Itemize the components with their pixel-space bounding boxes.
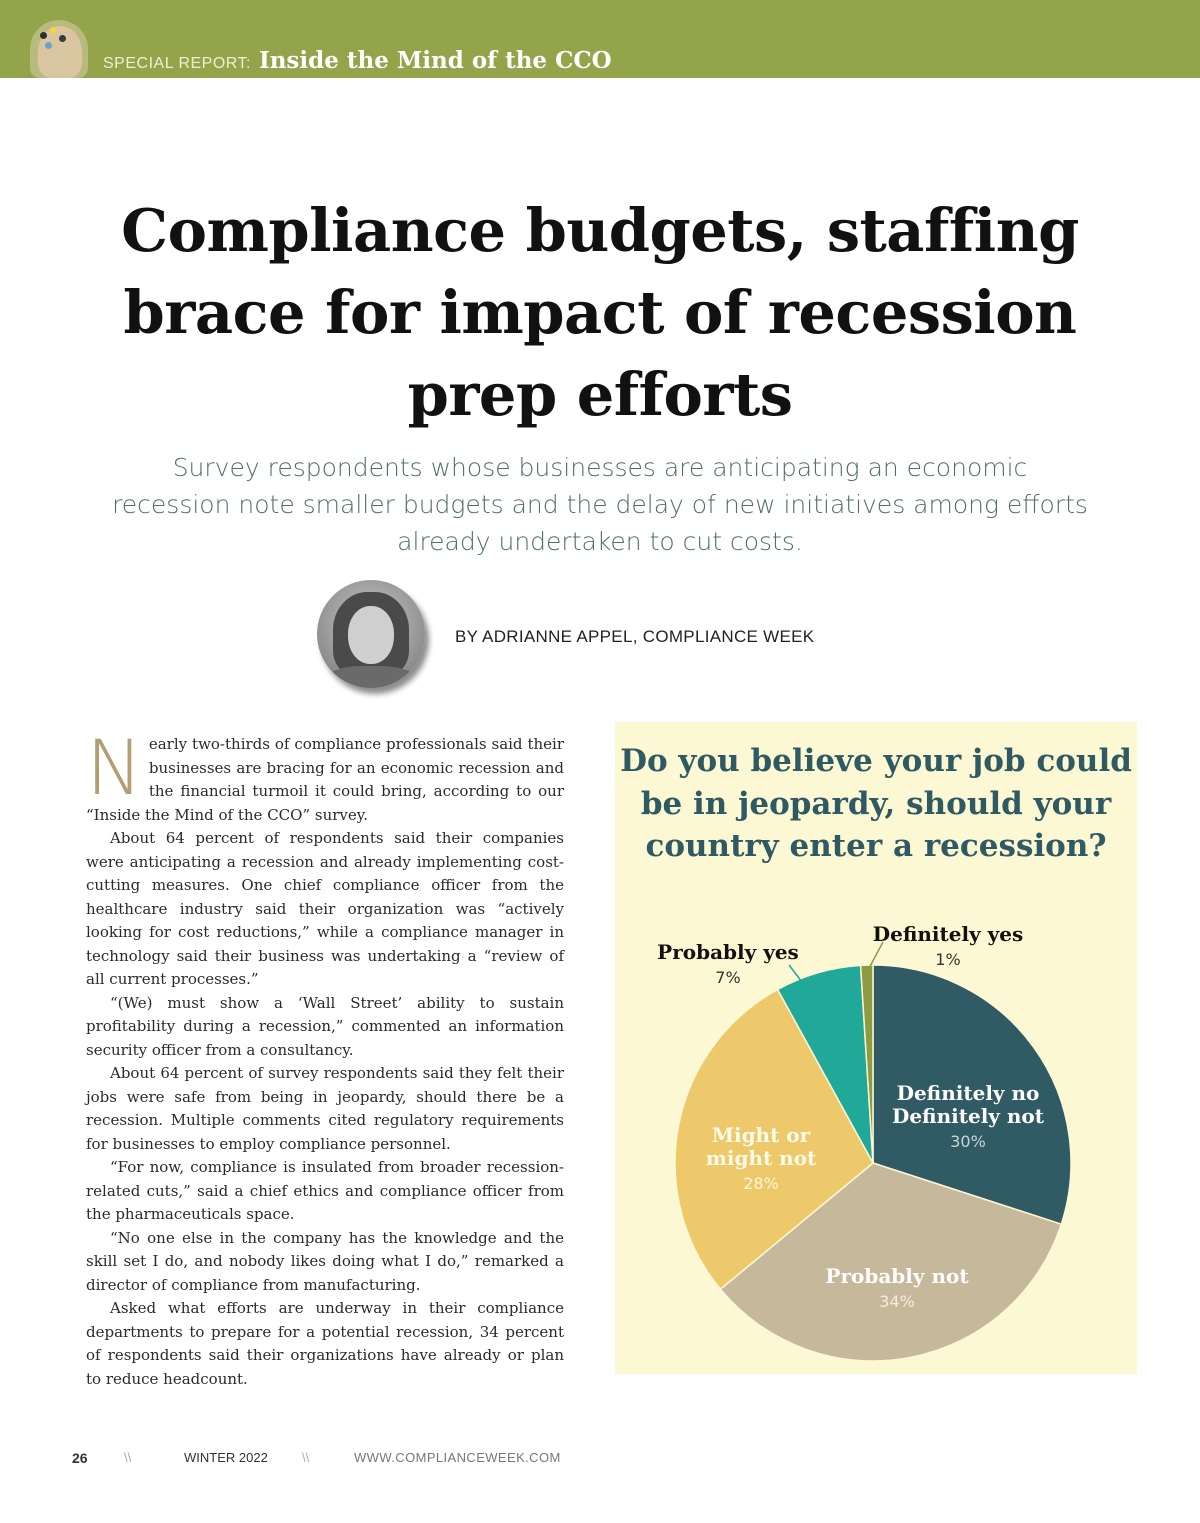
article-body (86, 723, 564, 1391)
footer-separator: \\ (124, 1450, 132, 1465)
mind-head-icon (30, 20, 88, 78)
slice-label-probably-yes: Probably yes (657, 940, 799, 964)
article-paragraph: “For now, compliance is insulated from broader recession-related cuts,” said a chief ethics and compliance officer from the pharmaceuticals space. (86, 1158, 564, 1223)
banner-prefix: SPECIAL REPORT: (103, 55, 251, 72)
article-headline: Compliance budgets, staffing brace for impact of recession prep efforts (121, 196, 1079, 429)
banner-label (103, 47, 612, 74)
page-number: 26 (72, 1450, 88, 1466)
article-paragraph: About 64 percent of respondents said their companies were anticipating a recession and already implementing cost-cutting measures. One chief compliance officer from the healthcare industry said their organization was “actively looking for cost reductions,” while a compliance manager in technology said their business was undertaking a “review of all current processes.” (86, 829, 564, 988)
slice-label-definitely-yes: Definitely yes (872, 922, 1024, 946)
article-paragraph: About 64 percent of survey respondents said they felt their jobs were safe from being in jeopardy, should there be a recession. Multiple comments cited regulatory requirements for businesses to employ compliance personnel. (86, 1064, 564, 1153)
article-paragraph: Nearly two-thirds of compliance professionals said their businesses are bracing for an economic recession and the financial turmoil it could bring, according to our “Inside the Mind of the CCO” survey. (86, 723, 564, 824)
issue-date: WINTER 2022 (184, 1450, 268, 1465)
drop-cap: N (86, 723, 143, 812)
chart-title: Do you believe your job could be in jeopardy, should your country enter a recession? (620, 743, 1132, 864)
website-url: WWW.COMPLIANCEWEEK.COM (354, 1450, 561, 1465)
slice-label-probably-not: Probably not (825, 1264, 969, 1288)
pie-chart (615, 722, 1137, 1374)
article-paragraph: “(We) must show a ‘Wall Street’ ability to sustain profitability during a recession,” commented an information security officer from a consultancy. (86, 993, 564, 1059)
report-banner (0, 0, 1200, 78)
banner-title: Inside the Mind of the CCO (258, 47, 612, 74)
author-photo (317, 580, 425, 688)
article-paragraph: Asked what efforts are underway in their compliance departments to prepare for a potential recession, 34 percent of respondents said their organizations have already or plan to reduce headcount. (86, 1299, 564, 1388)
slice-label-might-or-might-not: Might or might not (705, 1123, 817, 1170)
byline: BY ADRIANNE APPEL, COMPLIANCE WEEK (455, 627, 815, 646)
slice-value-might-or-might-not: 28% (743, 1174, 779, 1193)
slice-value-probably-not: 34% (879, 1292, 915, 1311)
article-dek: Survey respondents whose businesses are anticipating an economic recession note smaller budgets and the delay of new initiatives among efforts already undertaken to cut costs. (112, 453, 1088, 556)
slice-value-definitely-not: 30% (950, 1132, 986, 1151)
footer-separator: \\ (302, 1450, 310, 1465)
article-paragraph: “No one else in the company has the knowledge and the skill set I do, and nobody likes doing what I do,” remarked a director of compliance from manufacturing. (86, 1228, 564, 1294)
slice-label-definitely-not: Definitely no Definitely not (891, 1081, 1045, 1128)
pie-chart-panel (615, 722, 1137, 1374)
slice-value-definitely-yes: 1% (935, 950, 961, 969)
slice-value-probably-yes: 7% (715, 968, 741, 987)
